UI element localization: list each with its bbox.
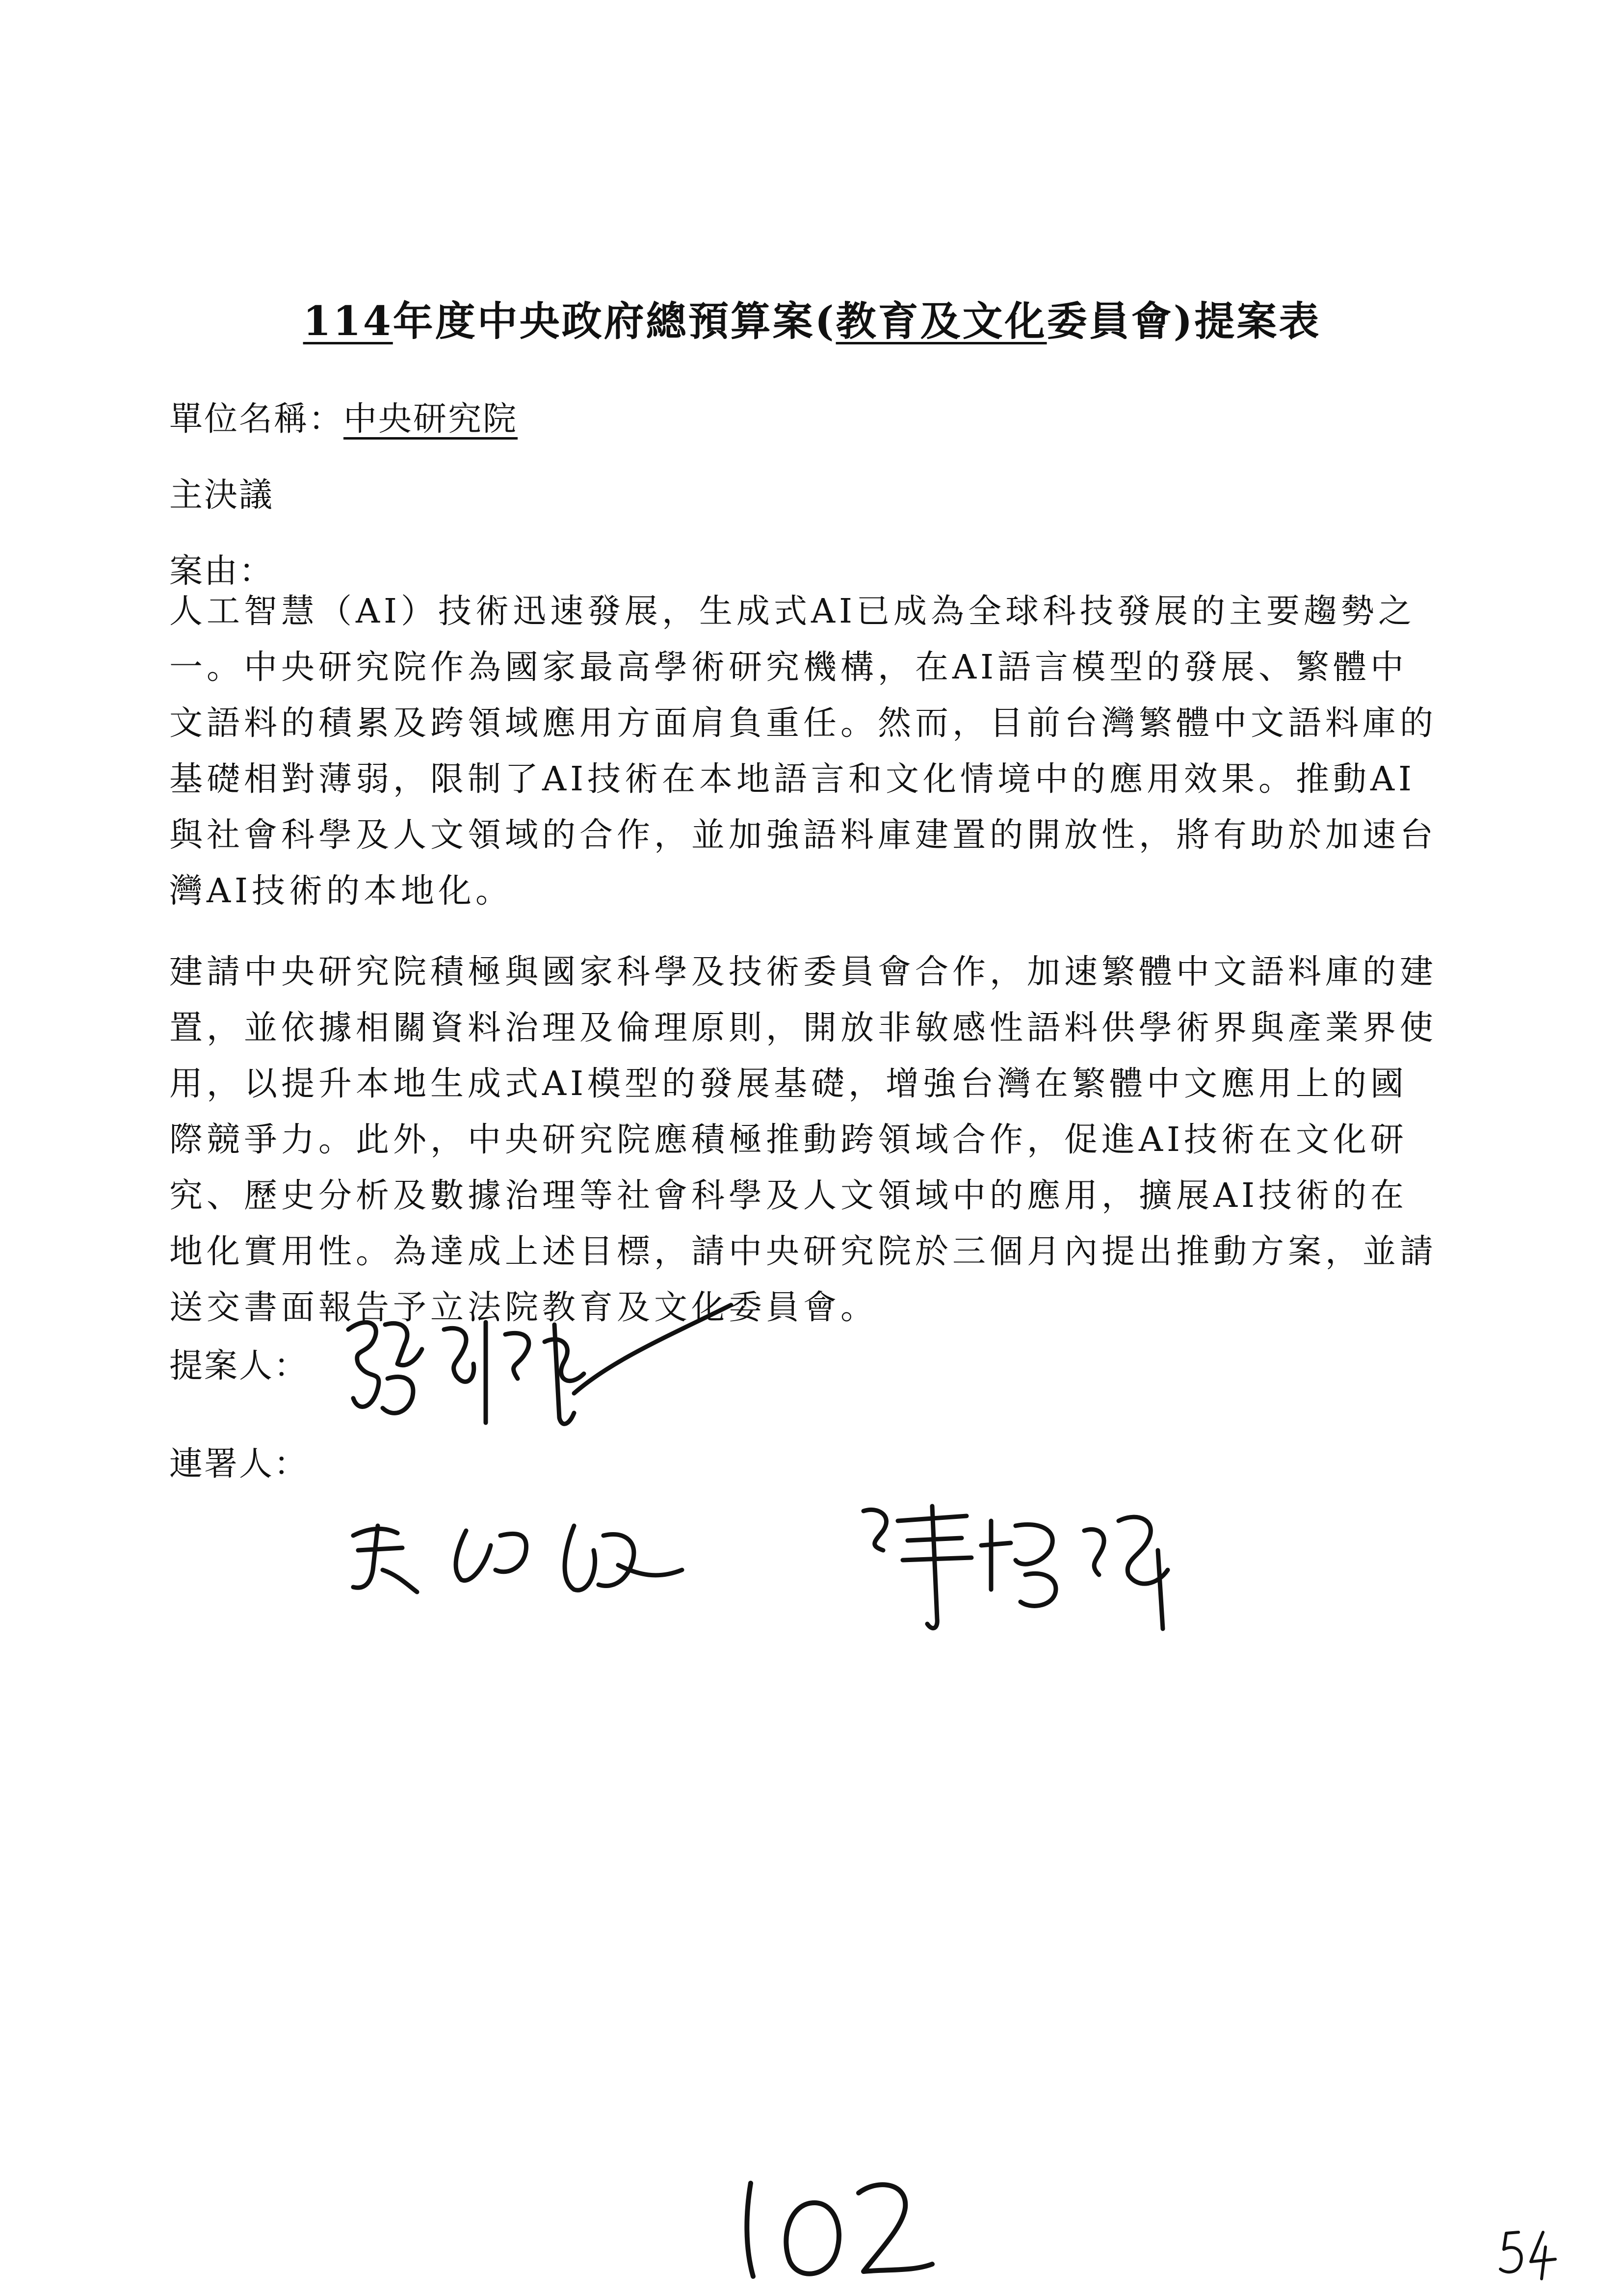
unit-name: 中央研究院 — [343, 400, 518, 439]
cosigner-signature-1 — [343, 1506, 736, 1609]
unit-line — [169, 392, 518, 440]
proposal-line: 建請中央研究院積極與國家科學及技術委員會合作，加速繁體中文語料庫的建 — [169, 953, 1438, 991]
reason-paragraph — [169, 584, 1469, 919]
proposal-line: 際競爭力。此外，中央研究院應積極推動跨領域合作，促進AI技術在文化研 — [169, 1121, 1408, 1159]
title-committee: 教育及文化 — [836, 298, 1047, 345]
reason-label: 案由： — [169, 552, 274, 591]
proposal-paragraph — [169, 944, 1469, 1336]
proposal-line: 究、歷史分析及數據治理等社會科學及人文領域中的應用，擴展AI技術的在 — [169, 1176, 1408, 1215]
proposer-signature — [339, 1295, 780, 1433]
proposal-line: 地化實用性。為達成上述目標，請中央研究院於三個月內提出推動方案，並請 — [169, 1232, 1438, 1271]
decision-type: 主決議 — [169, 476, 274, 515]
proposer-label: 提案人： — [169, 1347, 309, 1385]
reason-line: 人工智慧（AI）技術迅速發展，生成式AI已成為全球科技發展的主要趨勢之 — [169, 592, 1415, 631]
proposal-line: 用，以提升本地生成式AI模型的發展基礎，增強台灣在繁體中文應用上的國 — [169, 1065, 1408, 1103]
reason-line: 基礎相對薄弱，限制了AI技術在本地語言和文化情境中的應用效果。推動AI — [169, 760, 1415, 799]
handwritten-number-mark — [731, 2173, 937, 2286]
cosigner-label: 連署人： — [169, 1445, 309, 1484]
title-mid: 年度中央政府總預算案( — [393, 298, 836, 345]
reason-line: 一。中央研究院作為國家最高學術研究機構，在AI語言模型的發展、繁體中 — [169, 648, 1408, 687]
proposal-line: 置，並依據相關資料治理及倫理原則，開放非敏感性語料供學術界與產業界使 — [169, 1009, 1438, 1047]
title-suffix: 委員會)提案表 — [1047, 298, 1321, 345]
proposal-line: 送交書面報告予立法院教育及文化委員會。 — [169, 1288, 878, 1327]
cosigner-signature-2 — [854, 1491, 1227, 1639]
title-year: 114 — [303, 298, 393, 345]
page-number-mark — [1496, 2227, 1560, 2281]
reason-line: 灣AI技術的本地化。 — [169, 872, 513, 911]
unit-label: 單位名稱： — [169, 400, 344, 439]
reason-line: 文語料的積累及跨領域應用方面肩負重任。然而，目前台灣繁體中文語料庫的 — [169, 704, 1438, 743]
reason-line: 與社會科學及人文領域的合作，並加強語料庫建置的開放性，將有助於加速台 — [169, 816, 1438, 855]
document-title — [0, 289, 1624, 347]
